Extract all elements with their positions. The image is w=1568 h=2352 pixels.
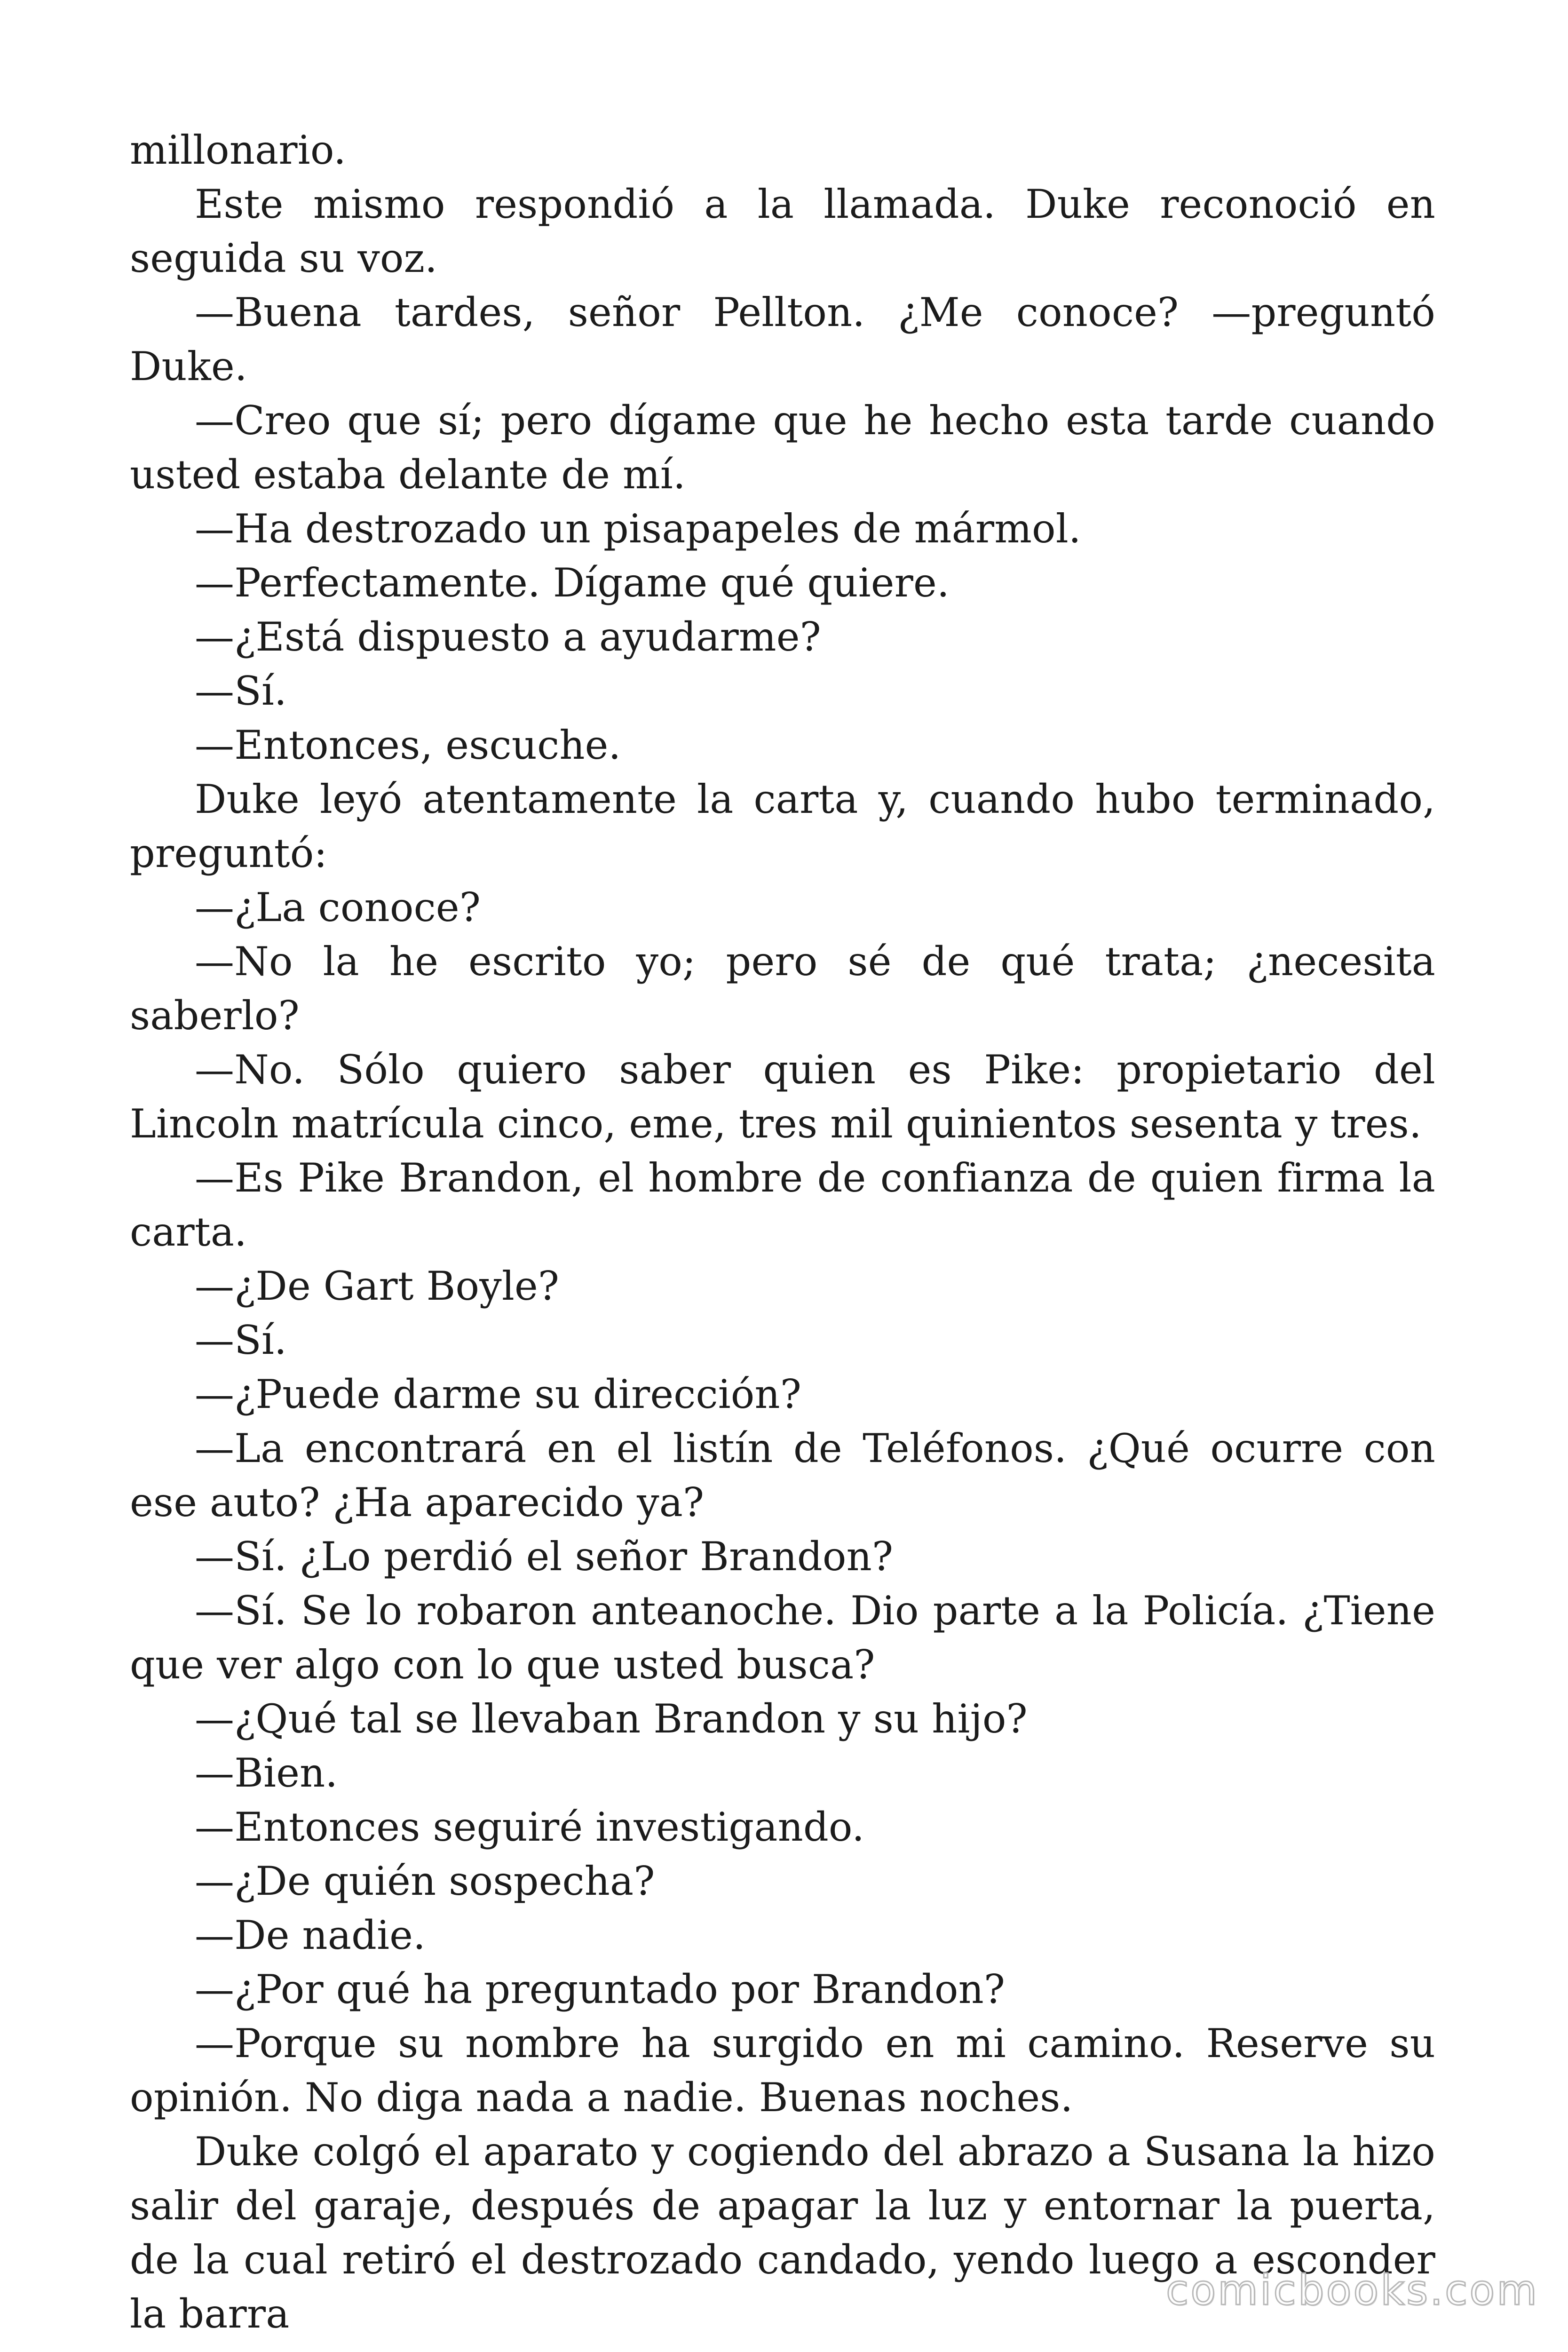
paragraph: Duke colgó el aparato y cogiendo del abrazo a Susana la hizo salir del garaje, después de apagar la luz y entornar la puerta, de la cual retiró el destrozado candado, yendo luego a esconder la barra <box>130 2129 1435 2337</box>
watermark: comicbooks.com <box>1165 2265 1539 2314</box>
paragraph: —De nadie. <box>195 1912 426 1958</box>
paragraph: —No. Sólo quiero saber quien es Pike: propietario del Lincoln matrícula cinco, eme, tres mil quinientos sesenta y tres. <box>130 1047 1435 1147</box>
paragraph: —¿De Gart Boyle? <box>195 1263 560 1309</box>
paragraph: —¿Por qué ha preguntado por Brandon? <box>195 1966 1006 2012</box>
paragraph: —Perfectamente. Dígame qué quiere. <box>195 560 950 606</box>
paragraph: —Sí. Se lo robaron anteanoche. Dio parte a la Policía. ¿Tiene que ver algo con lo que usted busca? <box>130 1588 1435 1688</box>
paragraph: —Bien. <box>195 1750 338 1796</box>
paragraph: Duke leyó atentamente la carta y, cuando hubo terminado, preguntó: <box>130 776 1435 876</box>
paragraph: —¿Puede darme su dirección? <box>195 1371 802 1417</box>
paragraph: —Ha destrozado un pisapapeles de mármol. <box>195 506 1081 552</box>
paragraph: —¿La conoce? <box>195 884 481 930</box>
paragraph: —Es Pike Brandon, el hombre de confianza de quien firma la carta. <box>130 1155 1435 1255</box>
paragraph: millonario. <box>130 127 347 173</box>
paragraph: —¿De quién sospecha? <box>195 1858 655 1904</box>
paragraph: —Creo que sí; pero dígame que he hecho esta tarde cuando usted estaba delante de mí. <box>130 397 1435 498</box>
paragraph: —Buena tardes, señor Pellton. ¿Me conoce? —preguntó Duke. <box>130 289 1435 389</box>
paragraph: —No la he escrito yo; pero sé de qué trata; ¿necesita saberlo? <box>130 938 1435 1039</box>
paragraph: —¿Está dispuesto a ayudarme? <box>195 614 821 660</box>
paragraph: —Sí. <box>195 1317 287 1363</box>
body-text <box>130 123 1435 2341</box>
paragraph: —Sí. <box>195 668 287 714</box>
paragraph: —Entonces seguiré investigando. <box>195 1804 865 1850</box>
paragraph: —Porque su nombre ha surgido en mi camino. Reserve su opinión. No diga nada a nadie. Buenas noches. <box>130 2020 1435 2121</box>
paragraph: —¿Qué tal se llevaban Brandon y su hijo? <box>195 1696 1028 1742</box>
paragraph: —Sí. ¿Lo perdió el señor Brandon? <box>195 1534 894 1580</box>
paragraph: —Entonces, escuche. <box>195 722 621 768</box>
paragraph: —La encontrará en el listín de Teléfonos. ¿Qué ocurre con ese auto? ¿Ha aparecido ya? <box>130 1425 1435 1526</box>
paragraph: Este mismo respondió a la llamada. Duke reconoció en seguida su voz. <box>130 181 1435 281</box>
